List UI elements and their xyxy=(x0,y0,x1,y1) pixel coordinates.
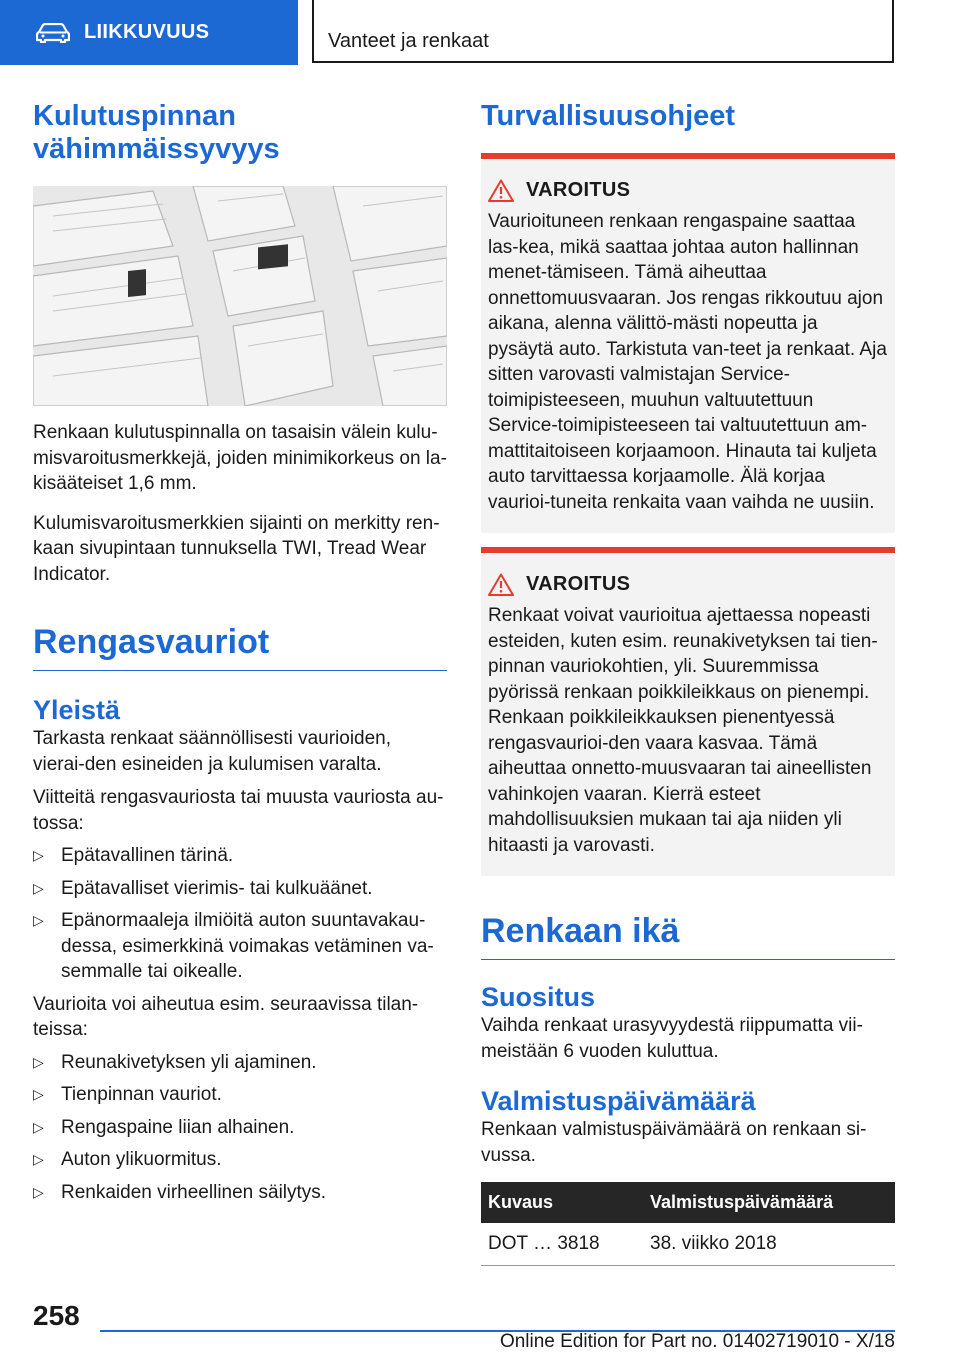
list-item: ▷ Rengaspaine liian alhainen. xyxy=(33,1115,447,1141)
section-label: LIIKKUVUUS xyxy=(84,21,210,43)
tread-paragraph-2: Kulumisvaroitusmerkkien sijainti on merkitty ren-kaan sivupintaan tunnuksella TWI, Tread Wear Indicator. xyxy=(33,512,440,585)
table-header: Kuvaus xyxy=(481,1182,643,1223)
warning-triangle-icon xyxy=(488,179,514,202)
warning-label: VAROITUS xyxy=(526,179,631,201)
list-item: ▷ Reunakivetyksen yli ajaminen. xyxy=(33,1050,447,1076)
tire-age-heading: Renkaan ikä xyxy=(481,912,895,960)
list-item: ▷ Renkaiden virheellinen säilytys. xyxy=(33,1180,447,1206)
list-item: ▷ Epänormaaleja ilmiöitä auton suuntavakau-dessa, esimerkkinä voimakas vetäminen va-semmalle tai oikealle. xyxy=(33,908,447,985)
right-column xyxy=(481,100,895,1266)
general-paragraph-2: Viitteitä rengasvauriosta tai muusta vauriosta au-tossa: xyxy=(33,787,444,834)
safety-heading: Turvallisuusohjeet xyxy=(481,100,736,132)
tire-damage-heading: Rengasvauriot xyxy=(33,623,447,671)
warning-label: VAROITUS xyxy=(526,573,631,595)
recommendation-heading: Suositus xyxy=(481,982,596,1012)
tire-tread-image xyxy=(33,186,447,406)
left-column xyxy=(33,100,447,1205)
list-item: ▷ Auton ylikuormitus. xyxy=(33,1147,447,1173)
table-cell: DOT … 3818 xyxy=(481,1223,643,1266)
warning-box-1 xyxy=(481,153,895,533)
recommendation-text: Vaihda renkaat urasyvyydestä riippumatta vii-meistään 6 vuoden kuluttua. xyxy=(481,1015,863,1062)
general-heading: Yleistä xyxy=(33,695,121,725)
tread-depth-heading: Kulutuspinnan vähimmäissyvyys xyxy=(33,100,280,165)
warning-text: Renkaat voivat vaurioitua ajettaessa nopeasti esteiden, kuten esim. reunakivetyksen tai tien-pinnan vauriokohtien, yli. Suuremmissa pyörissä renkaan poikkileikkaus on pienempi. Renkaan poikkileikkauksen pienentyessä rengasvaurioi-den vaara kasvaa. Tämä aiheuttaa onnetto-muusvaaran tai aineellisten vahinkojen vaaran. Kierrä esteet mahdollisuuksien mukaan tai aja niiden yli hitaasti ja varovasti. xyxy=(488,605,878,856)
damage-causes-list xyxy=(33,1050,447,1206)
causes-intro: Vaurioita voi aiheutua esim. seuraavissa tilan-teissa: xyxy=(33,993,419,1040)
list-item: ▷ Epätavallinen tärinä. xyxy=(33,843,447,869)
damage-signs-list xyxy=(33,843,447,985)
section-tab xyxy=(0,0,298,65)
page-title: Vanteet ja renkaat xyxy=(312,0,894,63)
warning-triangle-icon xyxy=(488,573,514,596)
table-cell: 38. viikko 2018 xyxy=(643,1223,895,1266)
list-item: ▷ Tienpinnan vauriot. xyxy=(33,1082,447,1108)
manufacture-date-table xyxy=(481,1182,895,1266)
warning-box-2 xyxy=(481,547,895,876)
general-paragraph-1: Tarkasta renkaat säännöllisesti vaurioiden, vierai-den esineiden ja kulumisen varalta. xyxy=(33,728,392,775)
manufacture-date-text: Renkaan valmistuspäivämäärä on renkaan si-vussa. xyxy=(481,1119,867,1166)
car-icon xyxy=(36,23,70,43)
tread-paragraph-1: Renkaan kulutuspinnalla on tasaisin välein kulu-misvaroitusmerkkejä, joiden minimikorkeus on la-kisääteiset 1,6 mm. xyxy=(33,422,447,494)
table-header: Valmistuspäivämäärä xyxy=(643,1182,895,1223)
list-item: ▷ Epätavalliset vierimis- tai kulkuäänet. xyxy=(33,876,447,902)
table-row xyxy=(481,1223,895,1266)
edition-text: Online Edition for Part no. 01402719010 - X/18 xyxy=(499,1331,895,1352)
warning-text: Vaurioituneen renkaan rengaspaine saattaa las-kea, mikä saattaa johtaa auton hallinnan menet-tämiseen. Tämä aiheuttaa onnettomuusvaaran. Jos rengas rikkoutuu ajon aikana, alenna välittö-mästi nopeutta ja pysäytä auto. Tarkistuta van-teet ja renkaat. Aja sitten varovasti valmistajan Service-toimipisteeseen, muuhun valtuutettuun Service-toimipisteeseen tai valtuutettuun am-mattitaitoiseen korjaamoon. Hinauta tai kuljeta auto tarvittaessa korjaamolle. Älä korjaa vaurioi-tuneita renkaita vaan vaihda ne uusiin. xyxy=(488,211,887,513)
manufacture-date-heading: Valmistuspäivämäärä xyxy=(481,1086,756,1116)
page-number: 258 xyxy=(33,1300,80,1331)
